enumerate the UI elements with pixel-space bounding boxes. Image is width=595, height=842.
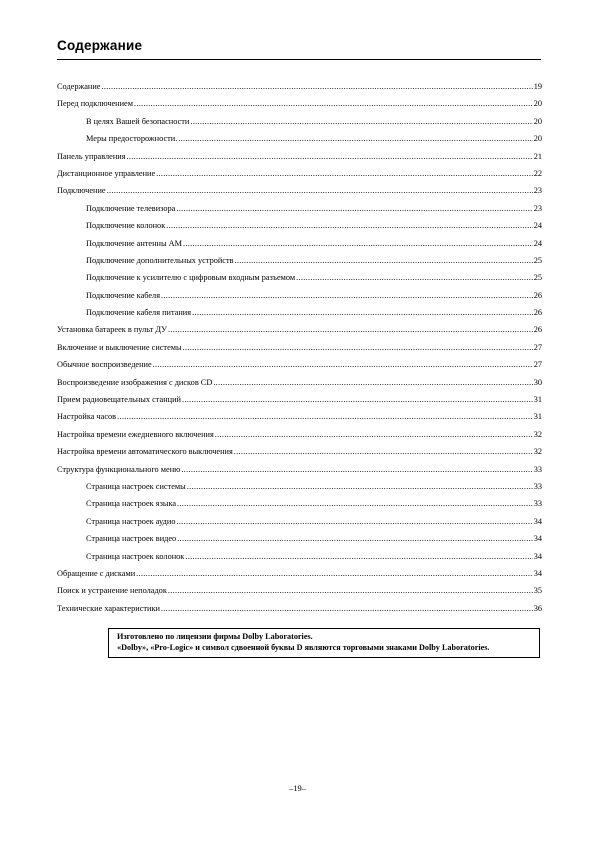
toc-dot-leader [101, 78, 532, 95]
toc-dot-leader [107, 182, 533, 199]
toc-entry-title: Воспроизведение изображения с дисков CD [57, 377, 213, 387]
toc-entry-page: 34 [533, 534, 542, 544]
toc-entry-page: 35 [533, 586, 542, 596]
toc-dot-leader [177, 495, 533, 512]
toc-entry [57, 565, 542, 582]
toc-entry-page: 33 [533, 481, 542, 491]
toc-entry [57, 478, 542, 495]
toc-entry [57, 252, 542, 269]
toc-entry-title: Подключение к усилителю с цифровым входным разъемом [86, 273, 296, 283]
toc-dot-leader [176, 200, 532, 217]
toc-entry-title: Технические характеристики [57, 603, 160, 613]
toc-dot-leader [182, 391, 533, 408]
toc-entry-title: Подключение телевизора [86, 203, 176, 213]
toc-entry-title: Подключение кабеля питания [86, 308, 192, 318]
toc-dot-leader [178, 130, 532, 147]
toc-entry [57, 78, 542, 95]
toc-dot-leader [117, 408, 533, 425]
toc-entry-page: 33 [533, 464, 542, 474]
toc-dot-leader [168, 582, 533, 599]
toc-dot-leader [161, 287, 533, 304]
toc-entry [57, 582, 542, 599]
toc-dot-leader [215, 426, 533, 443]
toc-entry [57, 235, 542, 252]
toc-entry-title: В целях Вашей безопасности [86, 116, 190, 126]
toc-entry [57, 600, 542, 617]
toc-entry-title: Подключение дополнительных устройств [86, 255, 234, 265]
toc-entry [57, 461, 542, 478]
toc-entry-title: Прием радиовещательных станций [57, 395, 181, 405]
toc-dot-leader [181, 461, 532, 478]
toc-dot-leader [183, 339, 533, 356]
toc-entry [57, 530, 542, 547]
toc-entry [57, 374, 542, 391]
toc-entry-title: Настройка часов [57, 412, 117, 422]
license-notice-box [108, 628, 540, 658]
toc-entry-page: 32 [533, 447, 542, 457]
toc-entry-title: Обычное воспроизведение [57, 360, 152, 370]
toc-entry-title: Перед подключением [57, 99, 133, 109]
toc-entry-page: 19 [533, 82, 542, 91]
toc-entry [57, 148, 542, 165]
toc-entry [57, 217, 542, 234]
toc-entry [57, 513, 542, 530]
toc-entry [57, 443, 542, 460]
toc-entry [57, 408, 542, 425]
toc-entry-page: 22 [533, 168, 542, 178]
toc-entry-page: 30 [533, 377, 542, 387]
toc-entry [57, 113, 542, 130]
toc-entry-page: 20 [533, 116, 542, 126]
toc-dot-leader [192, 304, 533, 321]
toc-entry [57, 130, 542, 147]
toc-entry [57, 304, 542, 321]
toc-entry-title: Меры предосторожности. [86, 134, 178, 144]
toc-entry [57, 287, 542, 304]
toc-entry-title: Подключение кабеля [86, 290, 161, 300]
toc-entry [57, 200, 542, 217]
toc-entry-title: Настройка времени автоматического выключения [57, 447, 233, 457]
toc-entry-title: Установка батареек в пульт ДУ [57, 325, 168, 335]
toc-entry-page: 26 [533, 290, 542, 300]
toc-entry [57, 95, 542, 112]
toc-entry [57, 356, 542, 373]
toc-entry-page: 26 [533, 308, 542, 318]
toc-entry-title: Поиск и устранение неполадок [57, 586, 167, 596]
license-notice-line-2: «Dolby», «Pro-Logic» и символ сдвоенной буквы D являются торговыми знаками Dolby Laboratories. [117, 642, 490, 652]
toc-entry-page: 26 [533, 325, 542, 335]
toc-entry-page: 34 [533, 568, 542, 578]
toc-dot-leader [156, 165, 533, 182]
toc-entry-title: Подключение колонок [86, 221, 166, 231]
toc-dot-leader [187, 478, 533, 495]
toc-entry-page: 27 [533, 342, 542, 352]
toc-entry-page: 32 [533, 429, 542, 439]
toc-entry-title: Страница настроек языка [86, 499, 177, 509]
toc-entry-title: Дистанционное управление [57, 168, 156, 178]
toc-entry-title: Подключение [57, 186, 106, 196]
toc-entry-page: 34 [533, 516, 542, 526]
toc-entry-page: 24 [533, 238, 542, 248]
toc-entry-page: 36 [533, 603, 542, 613]
toc-dot-leader [168, 321, 533, 338]
toc-entry [57, 165, 542, 182]
toc-entry-title: Страница настроек видео [86, 534, 177, 544]
toc-entry-title: Страница настроек аудио [86, 516, 176, 526]
toc-entry [57, 495, 542, 512]
toc-dot-leader [166, 217, 532, 234]
toc-dot-leader [161, 600, 533, 617]
toc-entry-title: Подключение антенны AM [86, 238, 182, 248]
toc-entry-title: Структура функционального меню [57, 464, 181, 474]
toc-entry [57, 182, 542, 199]
toc-entry [57, 426, 542, 443]
toc-entry [57, 321, 542, 338]
toc-dot-leader [213, 374, 532, 391]
toc-entry-page: 25 [533, 273, 542, 283]
toc-dot-leader [136, 565, 533, 582]
toc-dot-leader [190, 113, 532, 130]
toc-entry [57, 339, 542, 356]
toc-entry-title: Панель управления [57, 151, 126, 161]
toc-entry-title: Включение и выключение системы [57, 342, 182, 352]
toc-dot-leader [134, 95, 533, 112]
toc-entry-page: 31 [533, 412, 542, 422]
toc-entry [57, 269, 542, 286]
page-title: Содержание [57, 38, 143, 53]
toc-entry-title: Настройка времени ежедневного включения [57, 429, 214, 439]
toc-entry-page: 34 [533, 551, 542, 561]
toc-entry-page: 20 [533, 99, 542, 109]
toc-entry-page: 23 [533, 186, 542, 196]
toc-entry-title: Обращение с дисками [57, 568, 136, 578]
toc-dot-leader [127, 148, 533, 165]
toc-entry-page: 24 [533, 221, 542, 231]
toc-entry-page: 25 [533, 255, 542, 265]
toc-dot-leader [176, 513, 532, 530]
toc-entry-title: Содержание [57, 82, 101, 91]
toc-entry [57, 548, 542, 565]
toc-dot-leader [185, 548, 532, 565]
toc-dot-leader [235, 252, 533, 269]
toc-entry-page: 27 [533, 360, 542, 370]
toc-dot-leader [177, 530, 533, 547]
toc-dot-leader [234, 443, 533, 460]
title-underline [57, 59, 541, 60]
toc-entry-page: 20 [533, 134, 542, 144]
toc-entry-page: 23 [533, 203, 542, 213]
toc-entry-title: Страница настроек системы [86, 481, 186, 491]
toc-dot-leader [183, 235, 533, 252]
toc-entry-title: Страница настроек колонок [86, 551, 185, 561]
page-number: –19– [289, 783, 306, 793]
toc-entry-page: 33 [533, 499, 542, 509]
toc-entry-page: 31 [533, 395, 542, 405]
toc-entry-page: 21 [533, 151, 542, 161]
table-of-contents [57, 78, 542, 617]
license-notice-line-1: Изготовлено по лицензии фирмы Dolby Laboratories. [117, 632, 313, 641]
toc-dot-leader [296, 269, 533, 286]
toc-dot-leader [153, 356, 533, 373]
toc-entry [57, 391, 542, 408]
